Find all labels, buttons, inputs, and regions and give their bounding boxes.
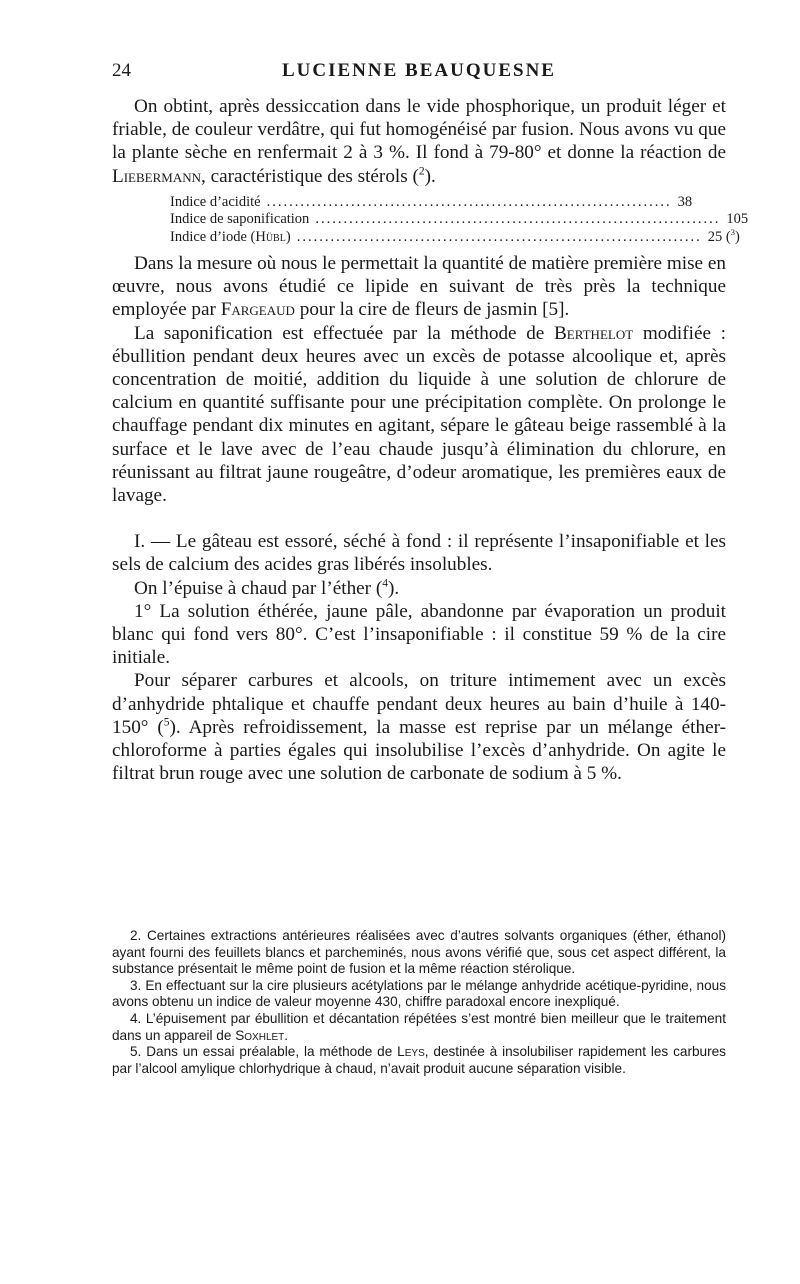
text-run: ).: [388, 577, 400, 599]
footnote-ref: 4: [382, 577, 389, 590]
author-name: Liebermann: [112, 165, 201, 187]
author-name: Berthelot: [553, 322, 634, 344]
text-run: .: [284, 1027, 289, 1043]
text-run: ).: [424, 165, 436, 187]
page-header: [112, 60, 726, 86]
author-name: Leys: [397, 1044, 425, 1060]
text-run: 5. Dans un essai préalable, la méthode de: [130, 1044, 398, 1060]
footnote-ref: 5: [163, 716, 170, 729]
paragraph-5: [112, 577, 726, 600]
indices-table: [170, 193, 749, 246]
footnotes: [112, 928, 726, 1077]
text-run: On obtint, après dessiccation dans le vide phosphorique, un produit léger et friable, de couleur verdâtre, qui fut homogénéisé par fusion. Nous avons vu que la plante sèche en renfermait 2 à 3 %. Il fond à 79-80° et donne la réaction de: [112, 96, 726, 164]
text-run: modifiée : ébullition pendant deux heures avec un excès de potasse alcoolique et, après concentration de moitié, addition du liquide à une solution de chlorure de calcium en quantité suffisante pour une précipitation complète. On prolonge le chauffage pendant dix minutes en agitant, sépare le gâteau beige rassemblé à la surface et le lave avec de l’eau chaude jusqu’à élimination du chlorure, en réunissant au filtrat jaune rougeâtre, d’odeur aromatique, les premières eaux de lavage.: [112, 322, 726, 507]
index-value: [726, 211, 788, 228]
leader-dots: ........................................................................: [266, 193, 672, 210]
index-label-text: Indice de saponification: [170, 211, 310, 228]
author-name: Hübl: [255, 228, 286, 245]
index-value-text: 38: [677, 193, 693, 210]
paragraph-4: I. — Le gâteau est essoré, séché à fond : il représente l’insaponifiable et les sels de calcium des acides gras libérés insolubles.: [112, 531, 726, 576]
paragraph-2: [112, 252, 726, 322]
index-value-text: 25: [707, 228, 723, 245]
footnote-3: 3. En effectuant sur la cire plusieurs acétylations par le mélange anhydride acétique-pyridine, nous avons obtenu un indice de valeur moyenne 430, chiffre paradoxal encore inexpliqué.: [112, 977, 726, 1010]
paragraph-3: [112, 322, 726, 508]
index-row: [170, 211, 749, 228]
leader-dots: ........................................................................: [296, 228, 702, 245]
text-run: , caractéristique des stérols (: [201, 165, 419, 187]
index-label-text: Indice d’iode (: [170, 228, 256, 245]
index-label: [170, 211, 309, 228]
paragraph-1: [112, 95, 726, 188]
footnote-ref: 3: [730, 226, 735, 237]
index-row: [170, 194, 715, 211]
page-number: 24: [112, 60, 131, 81]
text-run: 4. L’épuisement par ébullition et décantation répétées s’est montré bien meilleur que le traitement dans un appareil de: [112, 1010, 726, 1043]
text-run: Dans la mesure où nous le permettait la quantité de matière première mise en œuvre, nous avons étudié ce lipide en suivant de très près la technique employée par: [112, 253, 726, 321]
index-row: [170, 226, 740, 246]
index-value: 25 ($^3$): [707, 226, 740, 245]
paragraph-7: [112, 669, 726, 785]
index-label: [170, 229, 291, 246]
section-gap: [112, 507, 726, 530]
paragraph-6: 1° La solution éthérée, jaune pâle, abandonne par évaporation un produit blanc qui fond vers 80°. C’est l’insaponifiable : il constitue 59 % de la cire initiale.: [112, 600, 726, 669]
index-value-text: 105: [726, 211, 749, 228]
footnote-5: [112, 1044, 726, 1077]
leader-dots: ........................................................................: [315, 211, 721, 228]
author-name: Soxhlet: [235, 1027, 285, 1043]
index-label-text: Indice d’acidité: [170, 193, 261, 210]
text-run: On l’épuise à chaud par l’éther (: [134, 577, 383, 599]
text-run: pour la cire de fleurs de jasmin [5].: [294, 299, 570, 321]
text-run: Pour séparer carbures et alcools, on triture intimement avec un excès d’anhydride phtalique et chauffe pendant deux heures au bain d’huile à 140-150° (: [112, 670, 726, 738]
footnote-4: [112, 1011, 726, 1044]
running-head: LUCIENNE BEAUQUESNE: [282, 60, 556, 81]
text-run: ). Après refroidissement, la masse est reprise par un mélange éther-chloroforme à parties égales qui insolubilise l’excès d’anhydride. On agite le filtrat brun rouge avec une solution de carbonate de sodium à 5 %.: [112, 716, 726, 785]
footnote-ref: 2: [418, 165, 425, 178]
footnote-2: 2. Certaines extractions antérieures réalisées avec d’autres solvants organiques (éther, éthanol) ayant fourni des feuillets blancs et parcheminés, nous avons vérifié que, sous cet aspect différent, la substance présentait le même point de fusion et la même réaction stérolique.: [112, 928, 726, 977]
index-label: [170, 194, 261, 211]
text-run: La saponification est effectuée par la méthode de: [134, 322, 554, 344]
index-label-text: ): [285, 228, 291, 245]
body-text: [112, 95, 749, 786]
author-name: Fargeaud: [220, 299, 295, 321]
text-run: , destinée à insolubiliser rapidement les carbures par l’alcool amylique chlorhydrique à chaud, n’avait produit aucune séparation visible.: [112, 1044, 726, 1076]
index-value: [678, 194, 740, 211]
